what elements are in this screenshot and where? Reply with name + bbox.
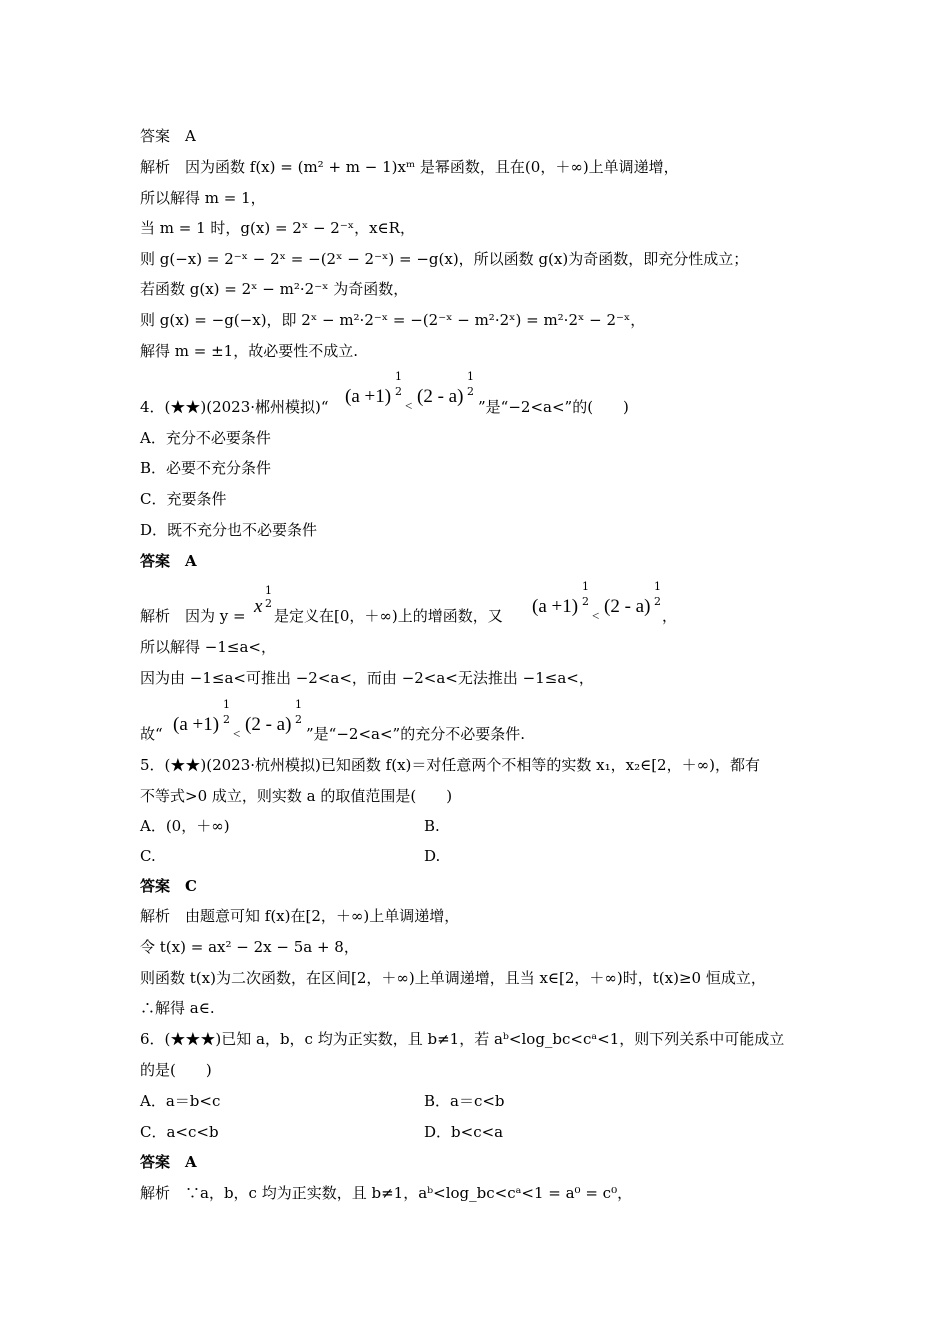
question-4-suffix: ”是“−2<a<”的( ) (478, 398, 629, 416)
explanation-prefix: 故“ (140, 725, 163, 743)
exponent-num: 1 (395, 370, 402, 383)
option-d: D．既不充分也不必要条件 (140, 521, 318, 539)
explanation-line: 令 t(x) = ax² − 2x − 5a + 8， (140, 938, 359, 956)
less-than: < (405, 398, 413, 413)
answer-label: 答案 C (140, 877, 197, 895)
option-c: C. (140, 847, 156, 865)
explanation-line: 解得 m = ±1，故必要性不成立. (140, 342, 358, 360)
option-c: C．a<c<b (140, 1123, 219, 1141)
less-than: < (233, 726, 241, 741)
formula-right-base: (2 - a) (245, 714, 292, 735)
explanation-line: 因为由 −1≤a<可推出 −2<a<，而由 −2<a<无法推出 −1≤a<， (140, 669, 594, 687)
answer-line-prev: 答案 A (140, 127, 196, 145)
explanation-line: 则函数 t(x)为二次函数，在区间[2，＋∞)上单调递增，且当 x∈[2，＋∞)时，t(x)≥0 恒成立， (140, 969, 766, 987)
exponent-num: 1 (467, 370, 474, 383)
explanation-suffix: ， (662, 607, 678, 625)
explanation-line: 当 m = 1 时，g(x) = 2ˣ − 2⁻ˣ，x∈R， (140, 219, 415, 237)
explanation-line: ∴解得 a∈. (140, 999, 215, 1017)
option-b: B．a＝c<b (424, 1092, 505, 1110)
explanation-line: 所以解得 m = 1， (140, 189, 266, 207)
exponent-den: 2 (582, 595, 589, 608)
option-a: A．a＝b<c (140, 1092, 221, 1110)
exponent-num: 1 (223, 698, 230, 711)
exponent-den: 2 (265, 597, 272, 610)
exponent-den: 2 (467, 385, 474, 398)
exponent-den: 2 (654, 595, 661, 608)
answer-label: 答案 A (140, 1153, 197, 1171)
formula-right-base: (2 - a) (604, 596, 651, 617)
formula-left-base: (a +1) (345, 386, 392, 407)
explanation-mid: 是定义在[0，＋∞)上的增函数，又 (274, 607, 503, 625)
option-a: A．充分不必要条件 (140, 429, 271, 447)
question-5-line: 不等式>0 成立，则实数 a 的取值范围是( ) (140, 787, 453, 805)
explanation-line: 所以解得 −1≤a<， (140, 638, 276, 656)
exponent-num: 1 (295, 698, 302, 711)
exponent-den: 2 (223, 713, 230, 726)
explanation-line: 则 g(−x) = 2⁻ˣ − 2ˣ = −(2ˣ − 2⁻ˣ) = −g(x)，所以函数 g(x)为奇函数，即充分性成立； (140, 250, 749, 268)
option-c: C．充要条件 (140, 490, 227, 508)
option-a: A．(0，＋∞) (140, 817, 230, 835)
formula-left-base: (a +1) (532, 596, 579, 617)
less-than: < (592, 608, 600, 623)
explanation-prefix: 解析 因为 y = (140, 607, 246, 625)
option-b: B．必要不充分条件 (140, 459, 272, 477)
exponent-num: 1 (582, 580, 589, 593)
answer-label: 答案 A (140, 552, 197, 570)
formula-left-base: (a +1) (173, 714, 220, 735)
option-d: D．b<c<a (424, 1123, 504, 1141)
formula-x: x (254, 596, 263, 617)
question-6-line: 6．(★★★)已知 a，b，c 均为正实数，且 b≠1，若 aᵇ<log_bc<cᵃ<1，则下列关系中可能成立 (140, 1030, 785, 1048)
explanation-line: 若函数 g(x) = 2ˣ − m²·2⁻ˣ 为奇函数， (140, 280, 409, 298)
question-5-line: 5．(★★)(2023·杭州模拟)已知函数 f(x)＝对任意两个不相等的实数 x₁，x₂∈[2，＋∞)，都有 (140, 756, 760, 774)
question-6-line: 的是( ) (140, 1061, 212, 1079)
exponent-den: 2 (395, 385, 402, 398)
formula-right-base: (2 - a) (417, 386, 464, 407)
explanation-line: 解析 由题意可知 f(x)在[2，＋∞)上单调递增， (140, 907, 460, 925)
option-b: B. (424, 817, 440, 835)
exponent-num: 1 (654, 580, 661, 593)
explanation-suffix: ”是“−2<a<”的充分不必要条件. (306, 725, 525, 743)
explanation-line: 解析 因为函数 f(x) = (m² + m − 1)xᵐ 是幂函数，且在(0，＋∞)上单调递增， (140, 158, 679, 176)
exponent-den: 2 (295, 713, 302, 726)
exponent-num: 1 (265, 584, 272, 597)
explanation-line: 则 g(x) = −g(−x)，即 2ˣ − m²·2⁻ˣ = −(2⁻ˣ − m²·2ˣ) = m²·2ˣ − 2⁻ˣ， (140, 311, 646, 329)
question-4-prefix: 4．(★★)(2023·郴州模拟)“ (140, 398, 329, 416)
option-d: D. (424, 847, 441, 865)
explanation-line: 解析 ∵a，b，c 均为正实数，且 b≠1，aᵇ<log_bc<cᵃ<1 = a⁰ = c⁰， (140, 1184, 633, 1202)
